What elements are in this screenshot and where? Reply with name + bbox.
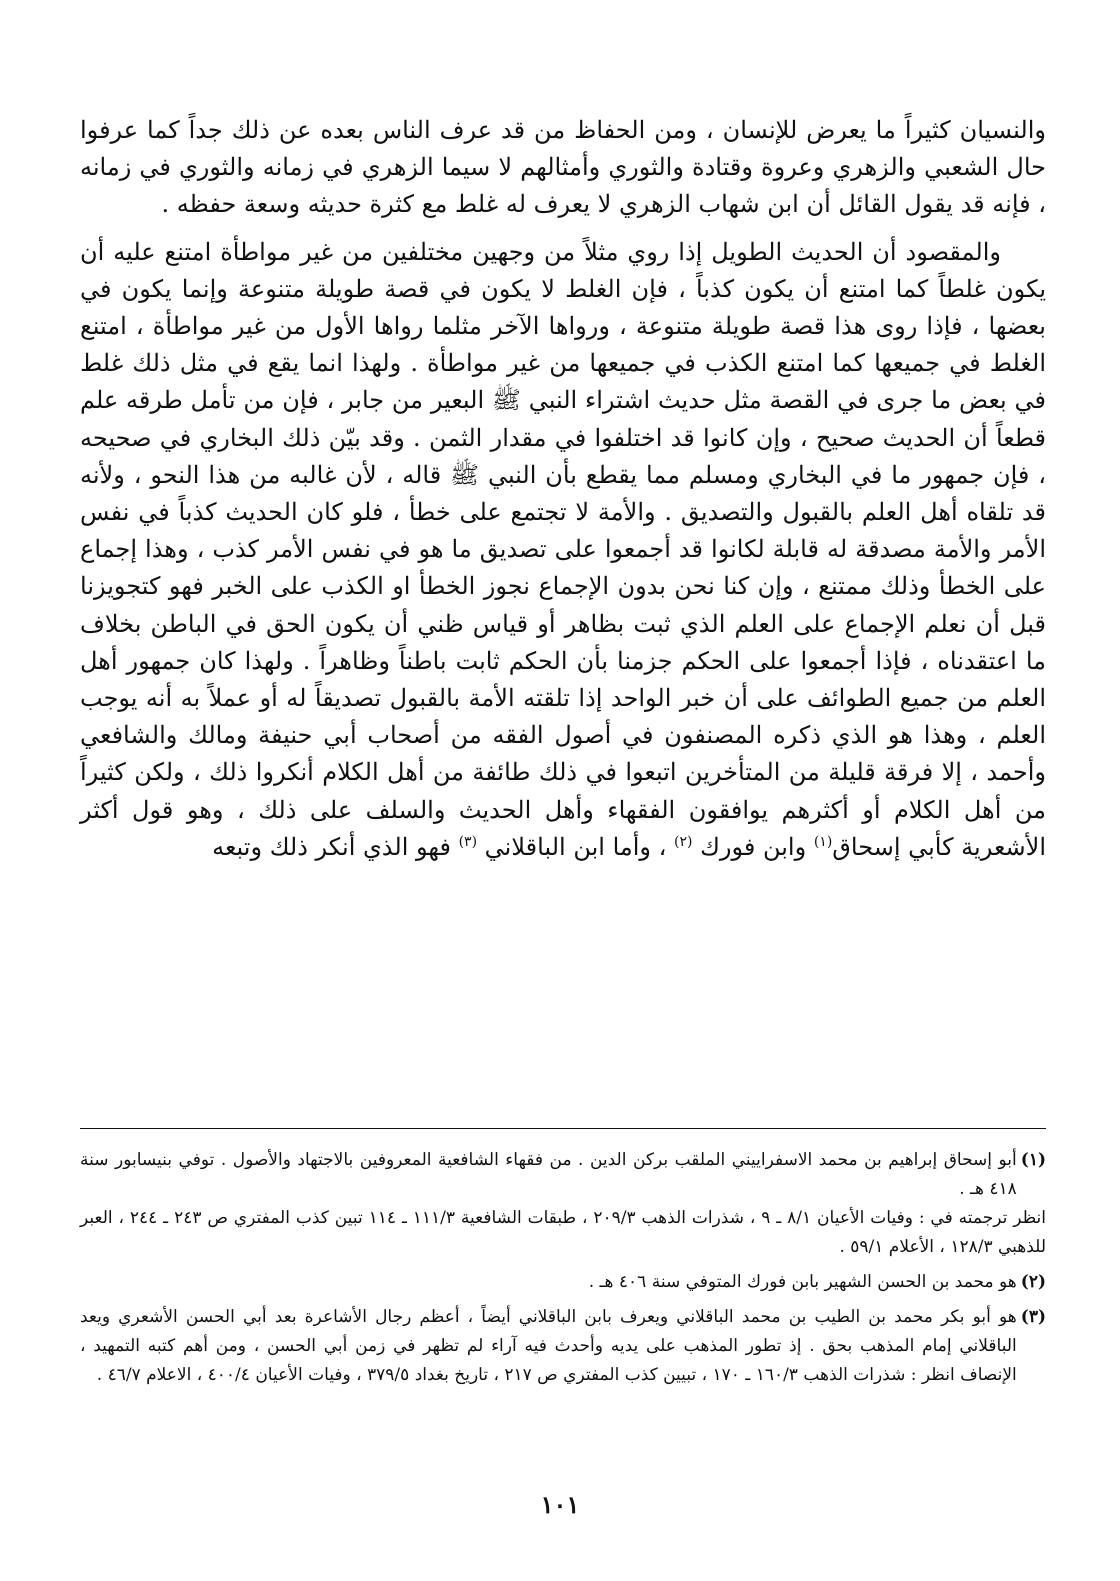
paragraph-2 <box>80 234 1046 866</box>
footnote-2 <box>80 1268 1046 1297</box>
footnote-1-row <box>80 1146 1046 1204</box>
footnote-1-text: أبو إسحاق إبراهيم بن محمد الاسفراييني الملقب بركن الدين . من فقهاء الشافعية المعروفين بالاجتهاد والأصول . توفي بنيسابور سنة ٤١٨ هـ . <box>80 1150 1017 1199</box>
footnote-1-number: (١) <box>1020 1150 1046 1170</box>
footnote-separator <box>80 1128 1046 1129</box>
footnote-ref-2[interactable]: (٢) <box>674 833 693 850</box>
footnote-3 <box>80 1303 1046 1390</box>
footnote-1 <box>80 1146 1046 1262</box>
paragraph-1-text: والنسيان كثيراً ما يعرض للإنسان ، ومن الحفاظ من قد عرف الناس بعده عن ذلك جداً كما عرفوا حال الشعبي والزهري وعروة وقتادة والثوري وأمثالهم لا سيما الزهري في زمانه والثوري في زمانه ، فإنه قد يقول القائل أن ابن شهاب الزهري لا يعرف له غلط مع كثرة حديثه وسعة حفظه . <box>80 116 1046 219</box>
footnote-ref-3[interactable]: (٣) <box>458 833 478 850</box>
footnote-3-number: (٣) <box>1020 1307 1046 1327</box>
footnote-2-row <box>80 1268 1046 1297</box>
paragraph-2-text <box>80 234 1046 866</box>
footnote-1-sources: انظر ترجمته في : وفيات الأعيان ٨/١ ـ ٩ ، شذرات الذهب ٢٠٩/٣ ، طبقات الشافعية ١١١/٣ ـ ١١٤ تبين كذب المفتري ص ٢٤٣ ـ ٢٤٤ ، العبر للذهبي ١٢٨/٣ ، الأعلام ٥٩/١ . <box>80 1208 1046 1257</box>
paragraph-2-end: فهو الذي أنكر ذلك وتبعه <box>212 832 459 861</box>
footnote-3-text: هو أبو بكر محمد بن الطيب بن محمد الباقلاني ويعرف بابن الباقلاني أيضاً ، أعظم رجال الأشاعرة بعد أبي الحسن الأشعري ويعد الباقلاني إمام المذهب بحق . إذ تطور المذهب على يديه وأحدث فيه آراء لم تظهر في زمن أبي الحسن ، ومن أهم كتبه التمهيد ، الإنصاف انظر : شذرات الذهب ١٦٠/٣ ـ ١٧٠ ، تبيين كذب المفتري ص ٢١٧ ، تاريخ بغداد ٣٧٩/٥ ، وفيات الأعيان ٤٠٠/٤ ، الاعلام ٤٦/٧ . <box>80 1307 1017 1385</box>
main-text <box>80 112 1046 866</box>
footnote-3-row <box>80 1303 1046 1390</box>
paragraph-2-main: والمقصود أن الحديث الطويل إذا روي مثلاً من وجهين مختلفين من غير مواطأة امتنع عليه أن يكون غلطاً كما امتنع أن يكون كذباً ، فإن الغلط لا يكون في قصة طويلة متنوعة وإنما يكون في بعضها ، فإذا روى هذا قصة طويلة متنوعة ، ورواها الآخر مثلما رواها الأول من غير مواطأة ، امتنع الغلط في جميعها كما امتنع الكذب في جميعها من غير مواطأة . ولهذا انما يقع في مثل ذلك غلط في بعض ما جرى في القصة مثل حديث اشتراء النبي ﷺ البعير من جابر ، فإن من تأمل طرقه علم قطعاً أن الحديث صحيح ، وإن كانوا قد اختلفوا في مقدار الثمن . وقد بيّن ذلك البخاري في صحيحه ، فإن جمهور ما في البخاري ومسلم مما يقطع بأن النبي ﷺ قاله ، لأن غالبه من هذا النحو ، ولأنه قد تلقاه أهل العلم بالقبول والتصديق . والأمة لا تجتمع على خطأ ، فلو كان الحديث كذباً في نفس الأمر والأمة مصدقة له قابلة لكانوا قد أجمعوا على تصديق ما هو في نفس الأمر كذب ، وهذا إجماع على الخطأ وذلك ممتنع ، وإن كنا نحن بدون الإجماع نجوز الخطأ او الكذب على الخبر فهو كتجويزنا قبل أن نعلم الإجماع على العلم الذي ثبت بظاهر أو قياس ظني أن يكون الحق في الباطن بخلاف ما اعتقدناه ، فإذا أجمعوا على الحكم جزمنا بأن الحكم ثابت باطناً وظاهراً . ولهذا كان جمهور أهل العلم من جميع الطوائف على أن خبر الواحد إذا تلقته الأمة بالقبول تصديقاً له أو عملاً به أنه يوجب العلم ، وهذا هو الذي ذكره المصنفون في أصول الفقه من أصحاب أبي حنيفة ومالك والشافعي وأحمد ، إلا فرقة قليلة من المتأخرين اتبعوا في ذلك طائفة من أهل الكلام أنكروا ذلك ، ولكن كثيراً من أهل الكلام أو أكثرهم يوافقون الفقهاء وأهل الحديث والسلف على ذلك ، وهو قول أكثر الأشعرية كأبي إسحاق <box>80 237 1046 861</box>
footnote-ref-1[interactable]: (١) <box>813 833 833 850</box>
footnote-2-number: (٢) <box>1020 1272 1046 1292</box>
page-number: ١٠١ <box>540 1490 580 1519</box>
paragraph-1 <box>80 112 1046 224</box>
paragraph-2-between-1: وابن فورك <box>692 832 814 861</box>
paragraph-2-between-2: ، وأما ابن الباقلاني <box>477 832 674 861</box>
footnote-2-text: هو محمد بن الحسن الشهير بابن فورك المتوفي سنة ٤٠٦ هـ . <box>588 1272 1017 1292</box>
footnotes <box>80 1146 1046 1396</box>
